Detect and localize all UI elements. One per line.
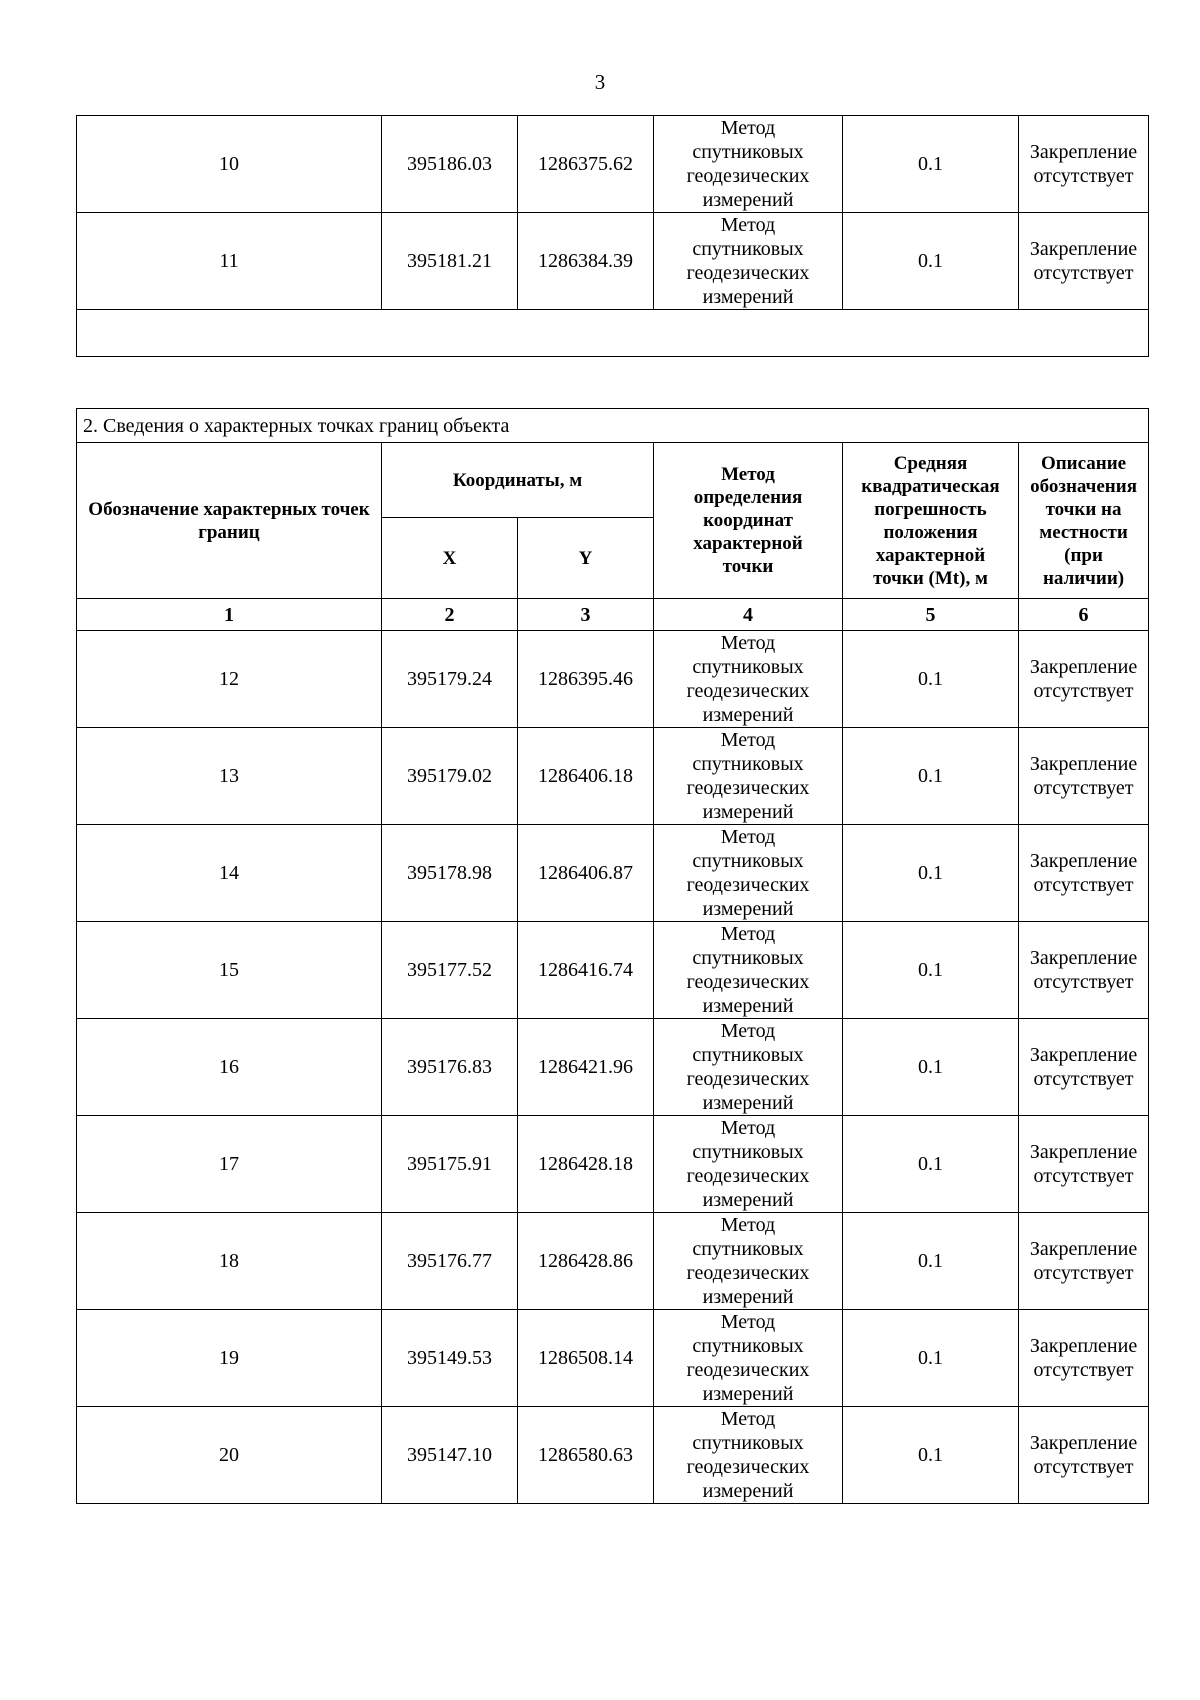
method-cell-line: спутниковых	[692, 656, 804, 678]
method-cell	[654, 116, 843, 213]
point-number: 13	[77, 728, 382, 825]
header-description-line: точки на	[1045, 498, 1122, 520]
coordinate-y: 1286428.18	[518, 1116, 654, 1213]
description-cell	[1019, 213, 1149, 310]
boundary-points-table	[76, 408, 1149, 1504]
description-cell-line: Закрепление	[1029, 1432, 1138, 1454]
point-number: 12	[77, 631, 382, 728]
coordinate-y: 1286428.86	[518, 1213, 654, 1310]
method-cell	[654, 631, 843, 728]
header-point-designation: Обозначение характерных точек границ	[77, 443, 382, 599]
method-cell-line: спутниковых	[692, 238, 804, 260]
header-mt-line: характерной	[875, 544, 986, 566]
point-number: 10	[77, 116, 382, 213]
column-number: 4	[654, 599, 843, 631]
method-cell-line: геодезических	[686, 262, 810, 284]
coordinate-x: 395175.91	[382, 1116, 518, 1213]
table-row	[77, 1116, 1149, 1213]
description-cell	[1019, 922, 1149, 1019]
header-description-line: местности	[1039, 521, 1128, 543]
method-cell-line: геодезических	[686, 1359, 810, 1381]
description-cell-line: отсутствует	[1033, 971, 1134, 993]
method-cell-line: спутниковых	[692, 1432, 804, 1454]
column-number: 1	[77, 599, 382, 631]
coordinate-y: 1286508.14	[518, 1310, 654, 1407]
description-cell-line: отсутствует	[1033, 1456, 1134, 1478]
method-cell-line: Метод	[720, 729, 776, 751]
method-cell-line: измерений	[702, 1286, 794, 1308]
mt-value: 0.1	[843, 1407, 1019, 1504]
method-cell-line: измерений	[702, 1092, 794, 1114]
table-row	[77, 116, 1149, 213]
header-description-line: наличии)	[1042, 567, 1125, 589]
point-number: 20	[77, 1407, 382, 1504]
point-number: 17	[77, 1116, 382, 1213]
coordinate-x: 395177.52	[382, 922, 518, 1019]
description-cell-line: Закрепление	[1029, 1044, 1138, 1066]
description-cell-line: Закрепление	[1029, 141, 1138, 163]
method-cell-line: Метод	[720, 1311, 776, 1333]
description-cell	[1019, 116, 1149, 213]
mt-value: 0.1	[843, 1310, 1019, 1407]
method-cell-line: Метод	[720, 1408, 776, 1430]
method-cell-line: измерений	[702, 704, 794, 726]
coordinate-y: 1286580.63	[518, 1407, 654, 1504]
description-cell-line: Закрепление	[1029, 238, 1138, 260]
header-description-line: (при	[1064, 544, 1103, 566]
empty-cell	[77, 310, 1149, 357]
header-description	[1019, 443, 1149, 599]
mt-value: 0.1	[843, 1019, 1019, 1116]
method-cell-line: спутниковых	[692, 1141, 804, 1163]
description-cell	[1019, 1116, 1149, 1213]
header-method-line: Метод	[721, 464, 775, 485]
section-title-row	[77, 409, 1149, 443]
method-cell-line: спутниковых	[692, 1238, 804, 1260]
coordinate-x: 395181.21	[382, 213, 518, 310]
coordinate-y: 1286406.87	[518, 825, 654, 922]
description-cell-line: Закрепление	[1029, 753, 1138, 775]
coordinate-y: 1286384.39	[518, 213, 654, 310]
description-cell-line: отсутствует	[1033, 1165, 1134, 1187]
section-title: 2. Сведения о характерных точках границ объекта	[77, 409, 1149, 443]
method-cell	[654, 213, 843, 310]
method-cell-line: геодезических	[686, 1068, 810, 1090]
description-cell-line: отсутствует	[1033, 1359, 1134, 1381]
description-cell-line: отсутствует	[1033, 1068, 1134, 1090]
method-cell-line: измерений	[702, 995, 794, 1017]
description-cell-line: Закрепление	[1029, 1238, 1138, 1260]
method-cell-line: Метод	[720, 1020, 776, 1042]
mt-value: 0.1	[843, 922, 1019, 1019]
header-coordinates: Координаты, м	[382, 443, 654, 518]
header-method-line: точки	[722, 556, 774, 577]
method-cell-line: геодезических	[686, 165, 810, 187]
method-cell-line: геодезических	[686, 680, 810, 702]
method-cell-line: измерений	[702, 801, 794, 823]
description-cell-line: Закрепление	[1029, 1141, 1138, 1163]
column-number: 3	[518, 599, 654, 631]
coordinate-y: 1286416.74	[518, 922, 654, 1019]
header-method-line: характерной	[693, 533, 803, 554]
description-cell	[1019, 1019, 1149, 1116]
method-cell	[654, 825, 843, 922]
description-cell	[1019, 1310, 1149, 1407]
header-method-line: координат	[703, 510, 793, 531]
page-number: 3	[594, 70, 606, 94]
method-cell-line: спутниковых	[692, 141, 804, 163]
continuation-table-body	[77, 116, 1149, 310]
point-number: 16	[77, 1019, 382, 1116]
mt-value: 0.1	[843, 825, 1019, 922]
method-cell	[654, 1310, 843, 1407]
coordinate-y: 1286406.18	[518, 728, 654, 825]
point-number: 19	[77, 1310, 382, 1407]
coordinate-x: 395179.02	[382, 728, 518, 825]
point-number: 15	[77, 922, 382, 1019]
method-cell-line: измерений	[702, 286, 794, 308]
description-cell-line: Закрепление	[1029, 947, 1138, 969]
method-cell-line: Метод	[720, 117, 776, 139]
coordinate-x: 395147.10	[382, 1407, 518, 1504]
description-cell	[1019, 631, 1149, 728]
table-row	[77, 1019, 1149, 1116]
mt-value: 0.1	[843, 213, 1019, 310]
point-number: 11	[77, 213, 382, 310]
coordinate-y: 1286421.96	[518, 1019, 654, 1116]
method-cell	[654, 1407, 843, 1504]
method-cell-line: геодезических	[686, 1456, 810, 1478]
header-y: Y	[518, 518, 654, 599]
method-cell-line: геодезических	[686, 1262, 810, 1284]
coordinate-x: 395176.83	[382, 1019, 518, 1116]
description-cell-line: Закрепление	[1029, 656, 1138, 678]
method-cell-line: спутниковых	[692, 1044, 804, 1066]
coordinate-x: 395176.77	[382, 1213, 518, 1310]
header-mt	[843, 443, 1019, 599]
header-description-line: обозначения	[1030, 475, 1137, 497]
column-number: 5	[843, 599, 1019, 631]
method-cell-line: геодезических	[686, 777, 810, 799]
description-cell-line: Закрепление	[1029, 1335, 1138, 1357]
description-cell	[1019, 1213, 1149, 1310]
table-row	[77, 213, 1149, 310]
table-row	[77, 728, 1149, 825]
coordinate-y: 1286395.46	[518, 631, 654, 728]
mt-value: 0.1	[843, 1116, 1019, 1213]
description-cell-line: отсутствует	[1033, 1262, 1134, 1284]
method-cell	[654, 1019, 843, 1116]
method-cell	[654, 1213, 843, 1310]
method-cell-line: геодезических	[686, 874, 810, 896]
description-cell-line: отсутствует	[1033, 680, 1134, 702]
boundary-points-table-body	[77, 631, 1149, 1504]
column-number: 2	[382, 599, 518, 631]
continuation-table	[76, 115, 1149, 357]
mt-value: 0.1	[843, 728, 1019, 825]
header-description-line: Описание	[1040, 452, 1127, 474]
method-cell-line: измерений	[702, 1383, 794, 1405]
coordinate-x: 395179.24	[382, 631, 518, 728]
description-cell	[1019, 728, 1149, 825]
header-mt-line: точки (Mt), м	[873, 567, 988, 589]
method-cell-line: Метод	[720, 826, 776, 848]
description-cell	[1019, 1407, 1149, 1504]
method-cell-line: Метод	[720, 1214, 776, 1236]
method-cell	[654, 922, 843, 1019]
header-method	[654, 443, 843, 599]
column-number: 6	[1019, 599, 1149, 631]
header-mt-line: погрешность	[874, 498, 987, 520]
table-row	[77, 922, 1149, 1019]
point-number: 18	[77, 1213, 382, 1310]
method-cell	[654, 728, 843, 825]
method-cell-line: Метод	[720, 632, 776, 654]
mt-value: 0.1	[843, 631, 1019, 728]
description-cell-line: Закрепление	[1029, 850, 1138, 872]
method-cell-line: измерений	[702, 1189, 794, 1211]
method-cell-line: спутниковых	[692, 850, 804, 872]
method-cell-line: спутниковых	[692, 753, 804, 775]
header-mt-line: Средняя	[893, 452, 968, 474]
table-row	[77, 1213, 1149, 1310]
description-cell-line: отсутствует	[1033, 262, 1134, 284]
coordinate-x: 395186.03	[382, 116, 518, 213]
table-row	[77, 825, 1149, 922]
coordinate-x: 395178.98	[382, 825, 518, 922]
description-cell-line: отсутствует	[1033, 777, 1134, 799]
method-cell-line: Метод	[720, 1117, 776, 1139]
header-mt-line: положения	[883, 521, 978, 543]
method-cell-line: Метод	[720, 214, 776, 236]
table-row	[77, 1310, 1149, 1407]
method-cell-line: измерений	[702, 189, 794, 211]
method-cell-line: спутниковых	[692, 1335, 804, 1357]
header-x: X	[382, 518, 518, 599]
method-cell-line: геодезических	[686, 971, 810, 993]
coordinate-y: 1286375.62	[518, 116, 654, 213]
method-cell-line: Метод	[720, 923, 776, 945]
method-cell-line: геодезических	[686, 1165, 810, 1187]
description-cell	[1019, 825, 1149, 922]
coordinate-x: 395149.53	[382, 1310, 518, 1407]
table-row	[77, 1407, 1149, 1504]
method-cell-line: измерений	[702, 1480, 794, 1502]
header-mt-line: квадратическая	[861, 475, 1000, 497]
column-numbers-row	[77, 599, 1149, 631]
method-cell	[654, 1116, 843, 1213]
header-method-line: определения	[693, 487, 803, 508]
method-cell-line: измерений	[702, 898, 794, 920]
table-row	[77, 631, 1149, 728]
mt-value: 0.1	[843, 1213, 1019, 1310]
description-cell-line: отсутствует	[1033, 165, 1134, 187]
header-row	[77, 443, 1149, 518]
point-number: 14	[77, 825, 382, 922]
mt-value: 0.1	[843, 116, 1019, 213]
empty-row	[77, 310, 1149, 357]
description-cell-line: отсутствует	[1033, 874, 1134, 896]
method-cell-line: спутниковых	[692, 947, 804, 969]
